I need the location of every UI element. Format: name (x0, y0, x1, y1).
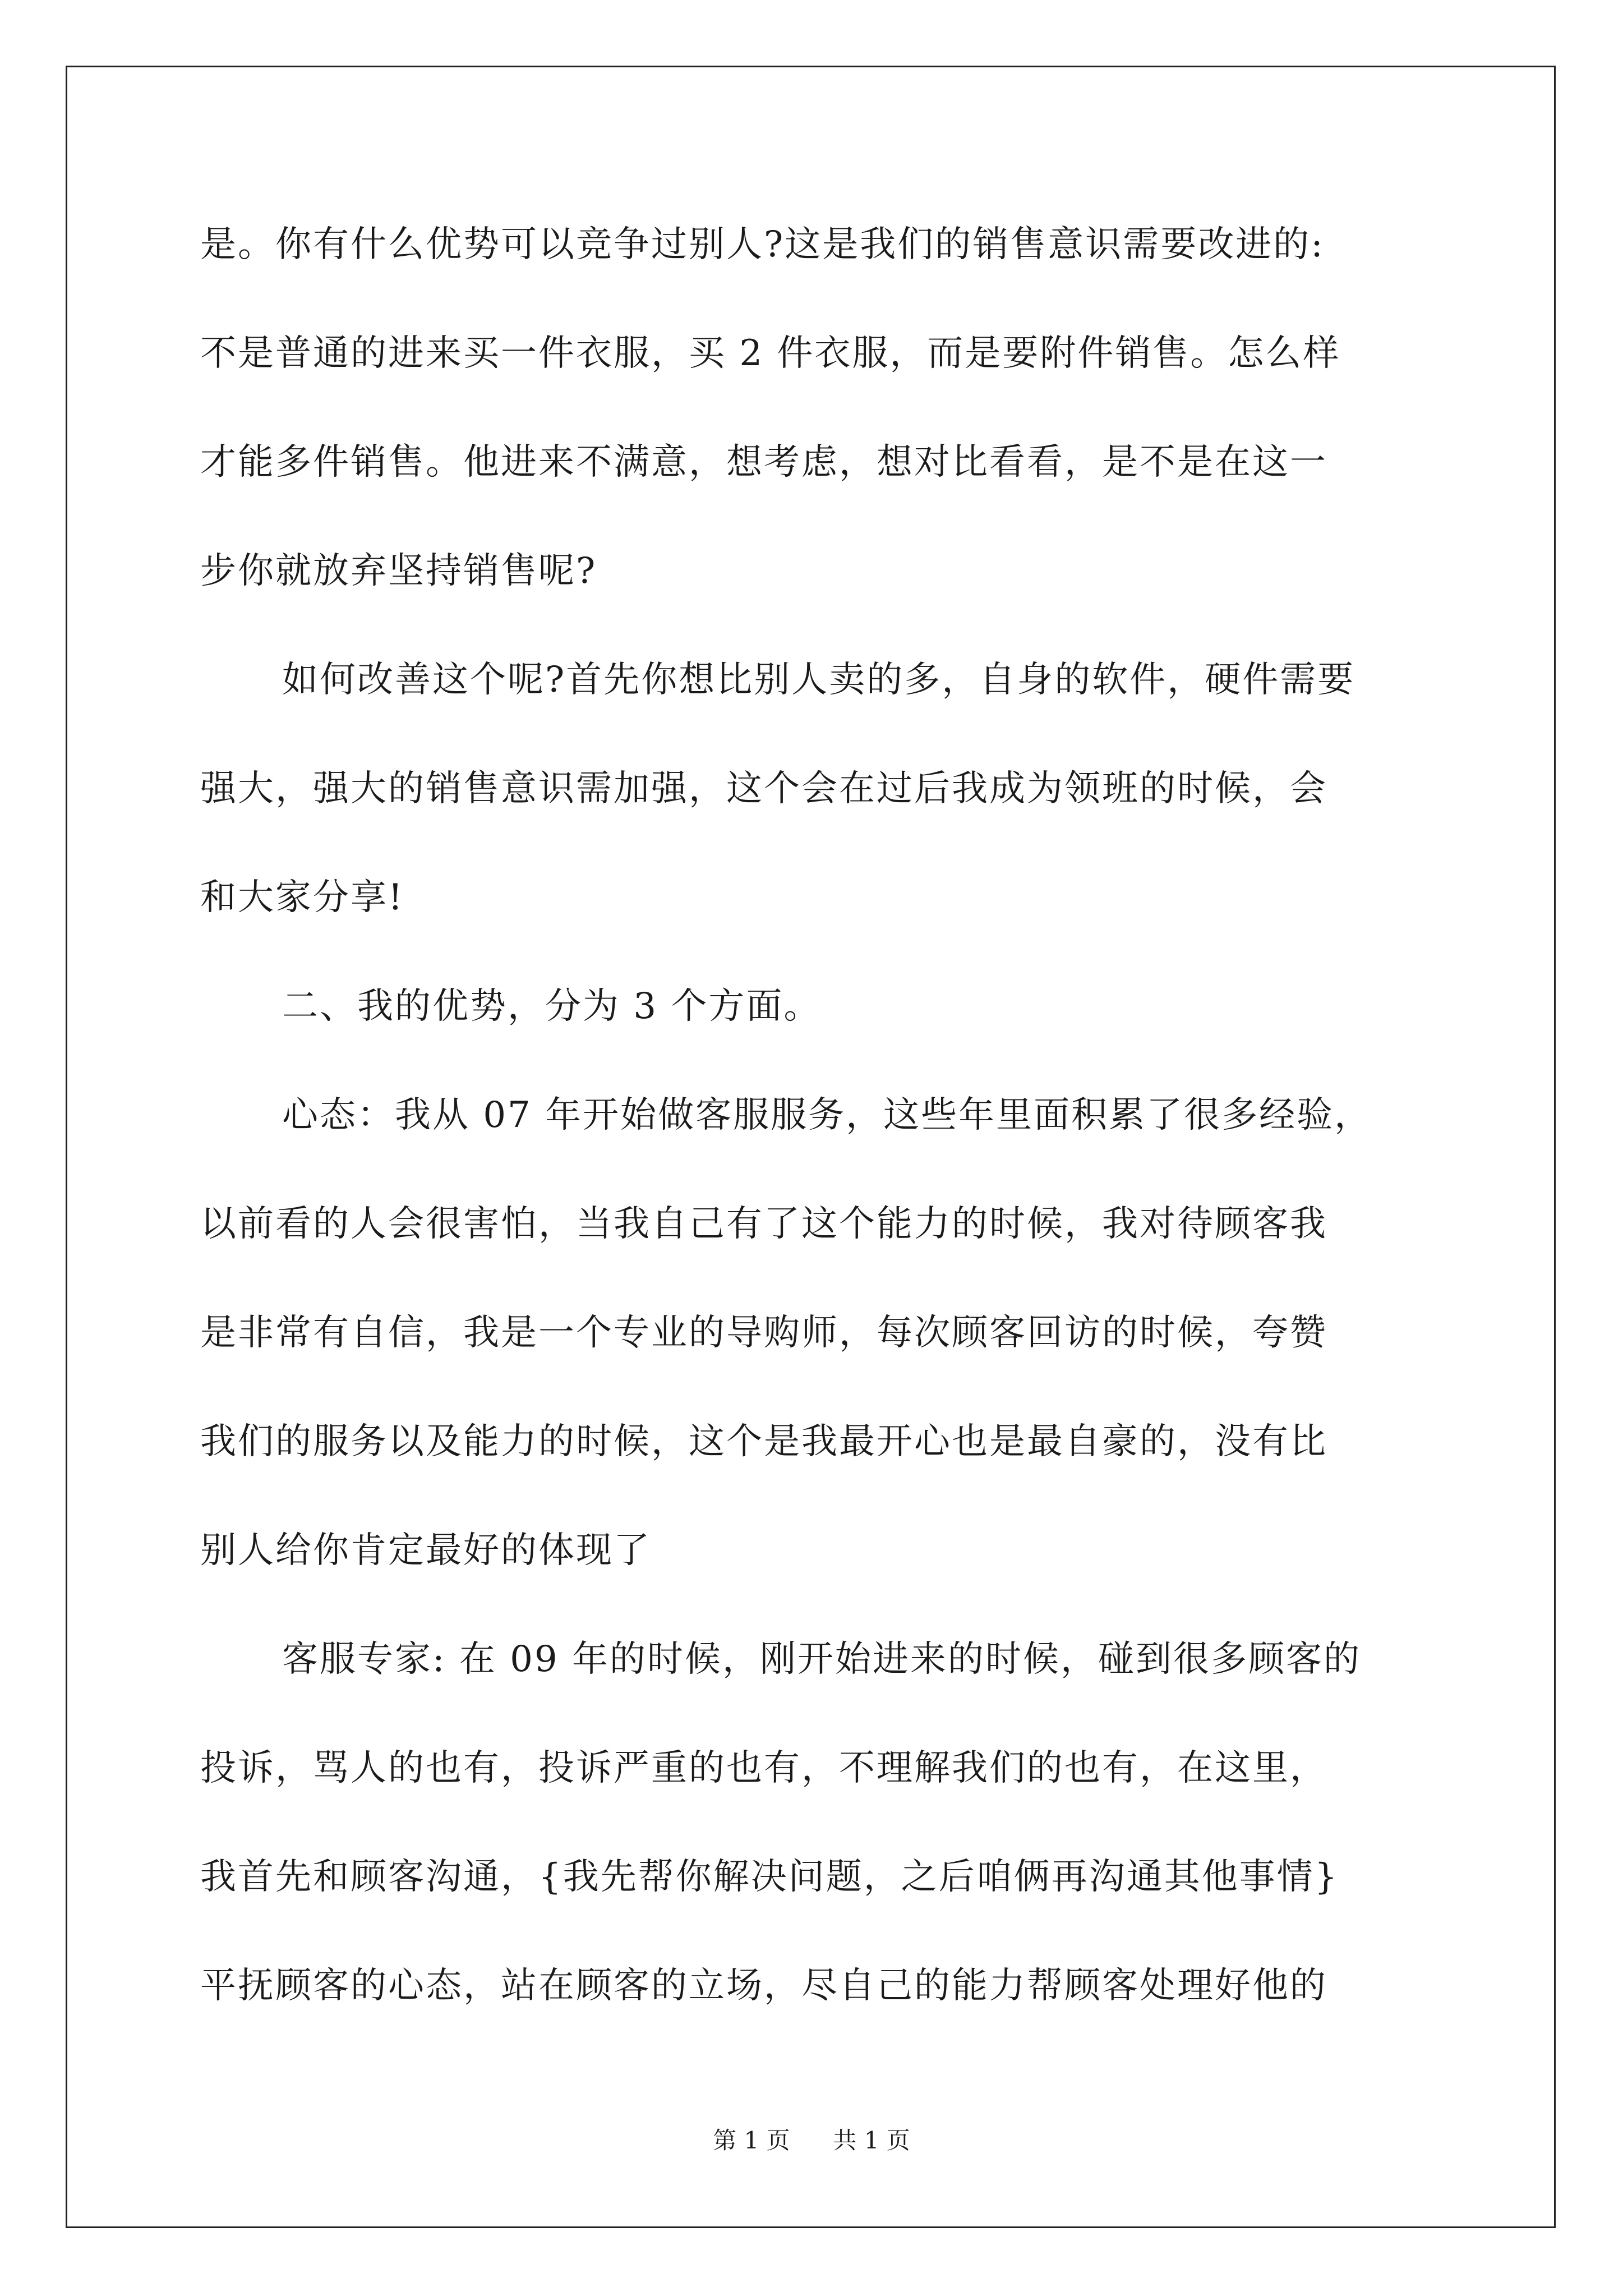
paragraph-first-line: 心态：我从 07 年开始做客服服务，这些年里面积累了很多经验， (282, 1094, 1372, 1136)
text-line: 投诉，骂人的也有，投诉严重的也有，不理解我们的也有，在这里， (200, 1747, 1327, 1789)
text-line: 平抚顾客的心态，站在顾客的立场，尽自己的能力帮顾客处理好他的 (200, 1965, 1327, 2007)
text-line: 不是普通的进来买一件衣服，买 2 件衣服，而是要附件销售。怎么样 (200, 333, 1341, 374)
text-line: 步你就放弃坚持销售呢? (200, 550, 597, 592)
text-line: 别人给你肯定最好的体现了 (200, 1530, 651, 1571)
text-line: 才能多件销售。他进来不满意，想考虑，想对比看看，是不是在这一 (200, 441, 1327, 483)
paragraph-first-line: 客服专家: 在 09 年的时候，刚开始进来的时候，碰到很多顾客的 (282, 1639, 1362, 1680)
paragraph-first-line: 如何改善这个呢?首先你想比别人卖的多，自身的软件，硬件需要 (282, 659, 1355, 701)
page-total: 共 1 页 (833, 2127, 910, 2154)
text-line: 是非常有自信，我是一个专业的导购师，每次顾客回访的时候，夸赞 (200, 1312, 1327, 1354)
text-line: 我首先和顾客沟通，{我先帮你解决问题，之后咱俩再沟通其他事情} (200, 1856, 1339, 1898)
text-line: 以前看的人会很害怕，当我自己有了这个能力的时候，我对待顾客我 (200, 1203, 1327, 1245)
text-line: 是。你有什么优势可以竞争过别人?这是我们的销售意识需要改进的: (200, 224, 1325, 265)
page-footer (0, 2126, 1623, 2155)
section-heading: 二、我的优势，分为 3 个方面。 (282, 986, 822, 1027)
document-body (200, 208, 1423, 2058)
text-line: 和大家分享! (200, 877, 404, 918)
page-number: 第 1 页 (713, 2127, 790, 2154)
text-line: 我们的服务以及能力的时候，这个是我最开心也是最自豪的，没有比 (200, 1421, 1327, 1462)
text-line: 强大，强大的销售意识需加强，这个会在过后我成为领班的时候，会 (200, 768, 1327, 809)
